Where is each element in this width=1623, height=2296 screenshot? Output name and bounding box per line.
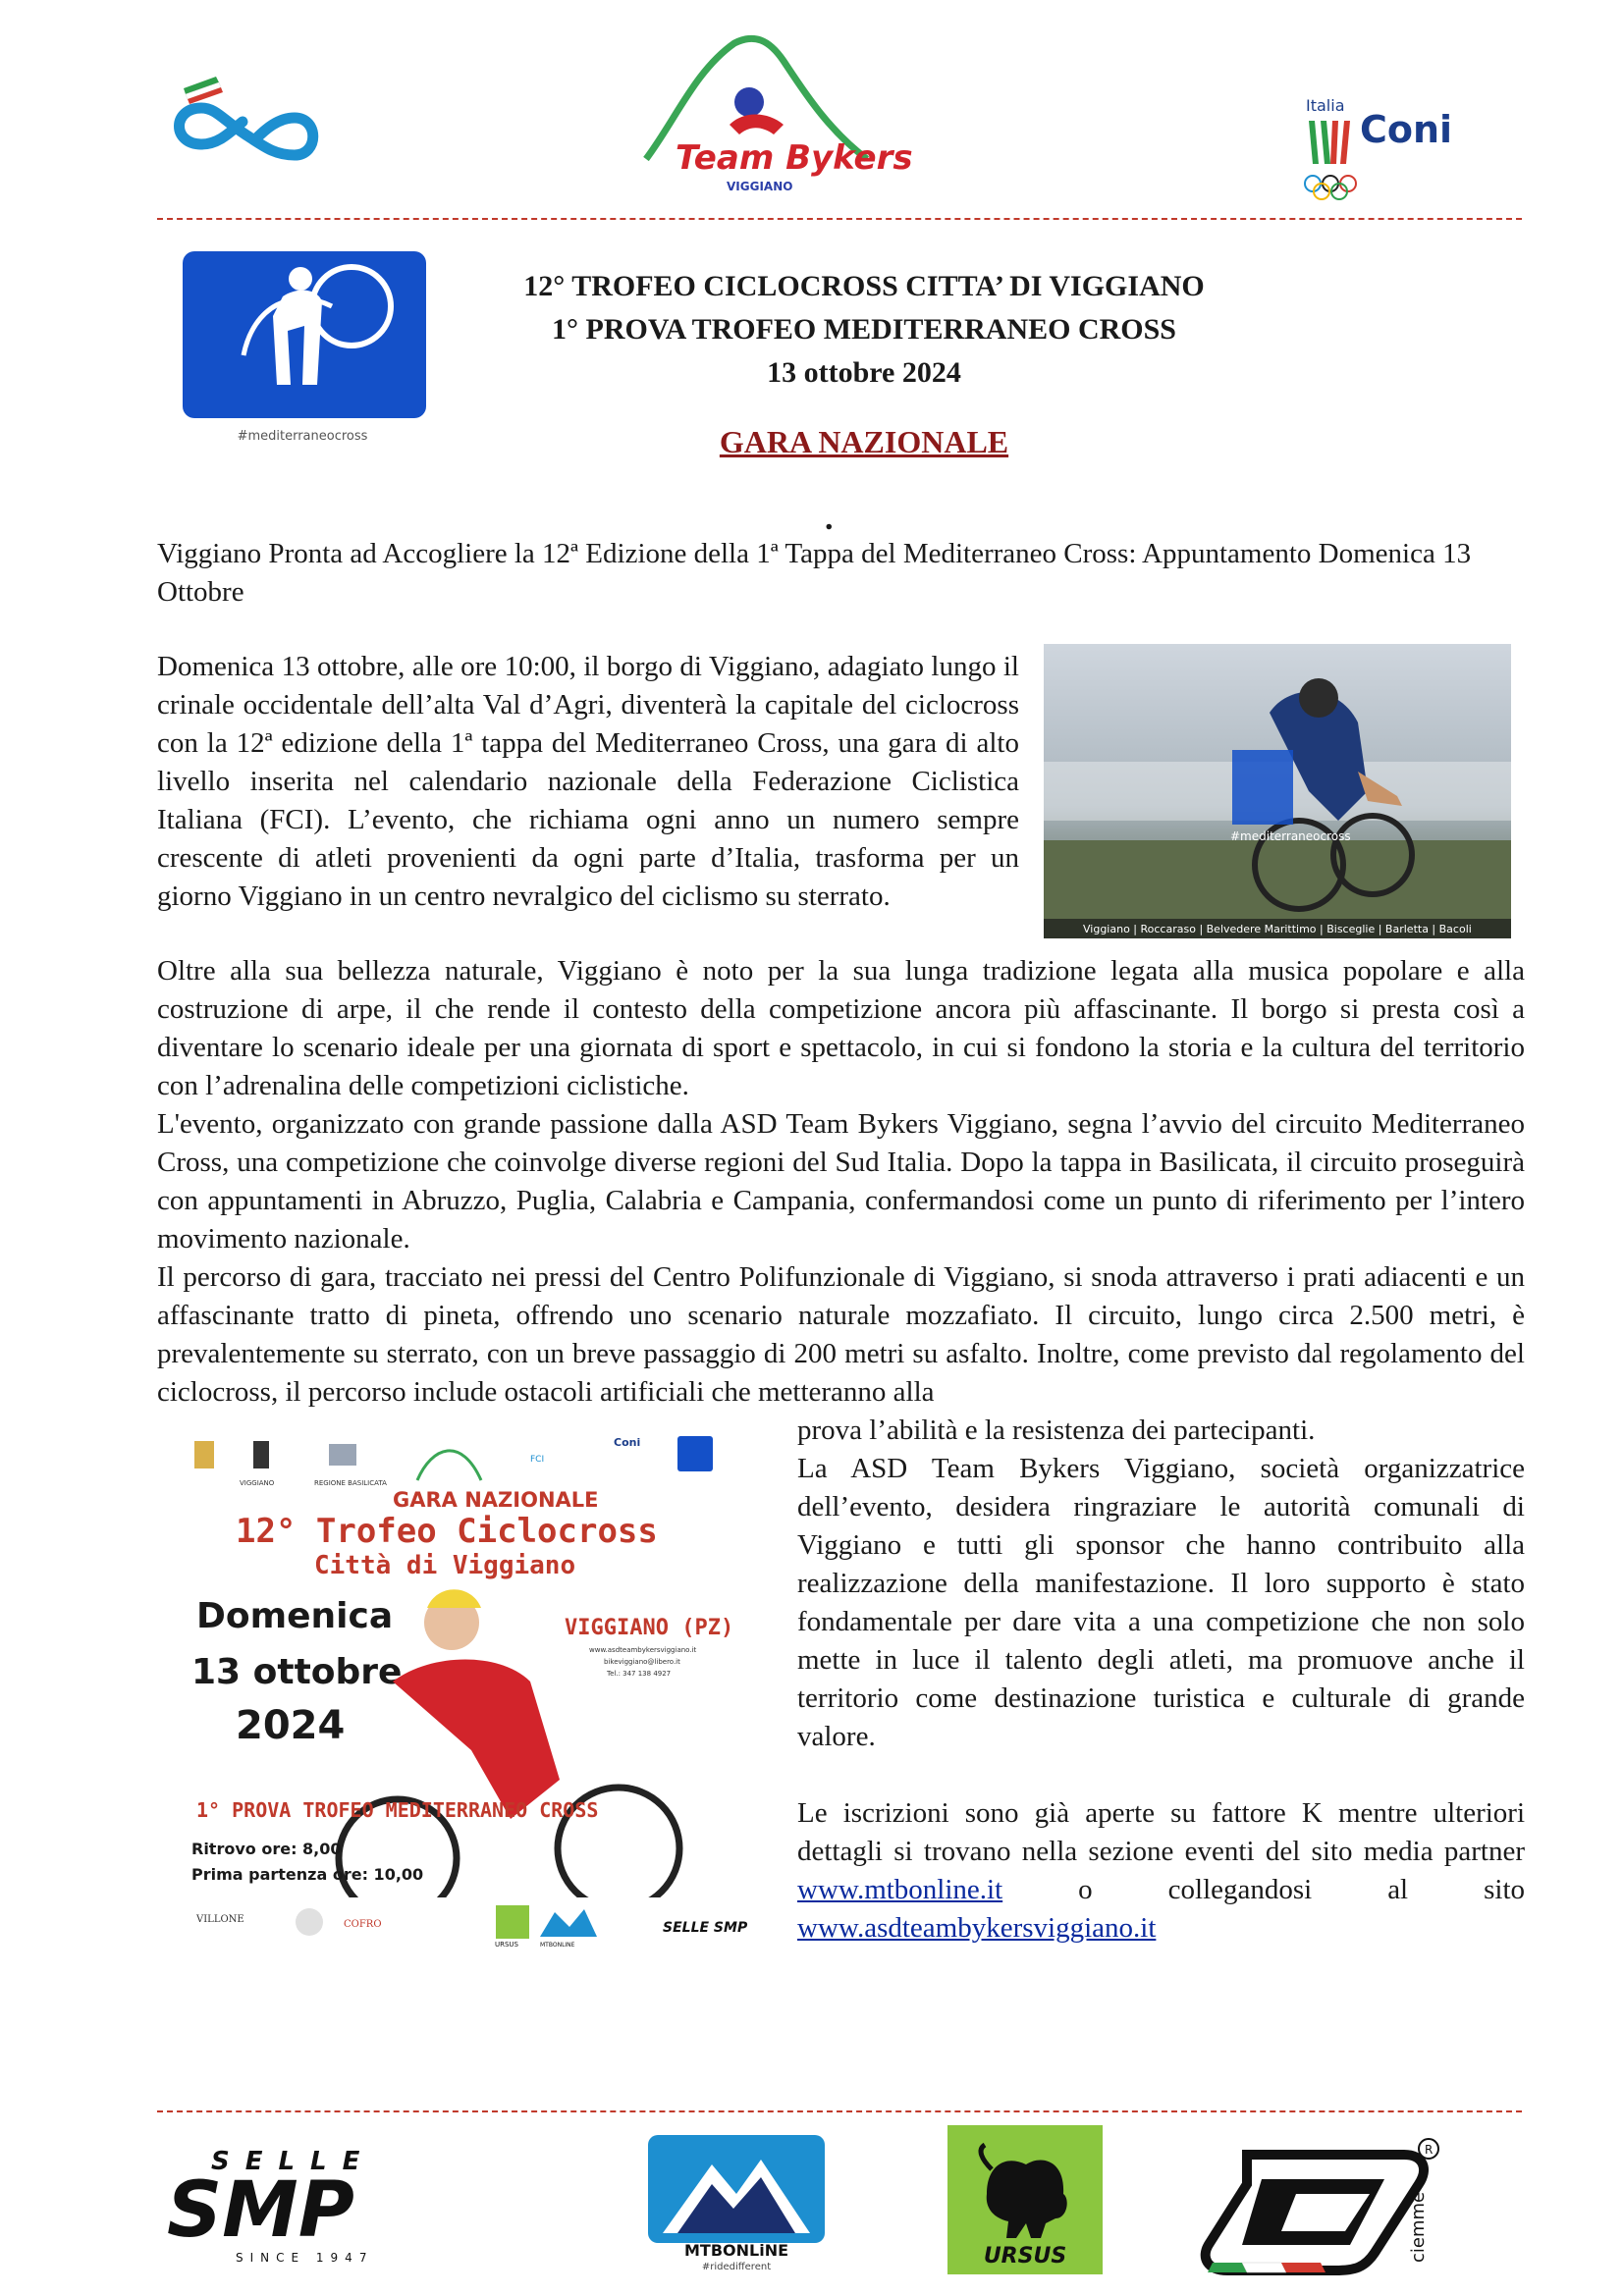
smp-top: SELLE: [211, 2147, 376, 2176]
poster-prova: 1° PROVA TROFEO MEDITERRANEO CROSS: [196, 1798, 599, 1822]
mtbonline-logo: [643, 2130, 830, 2272]
poster-sponsor-3: URSUS: [495, 1941, 518, 1949]
selle-smp-logo: [157, 2140, 491, 2268]
paragraph-5: La ASD Team Bykers Viggiano, società organizzatrice dell’evento, desidera ringraziare le autorità comunali di Viggiano e tutti gli sponsor che hanno contribuito alla realizzazione della manifestazione. Il loro supporto è stato fondamentale per dare vita a una competizione che non solo mette in luce il talento degli atleti, ma promuove anche il territorio come destinazione turistica e culturale di grande valore.: [797, 1453, 1525, 1752]
poster-sponsor-5: SELLE SMP: [663, 1920, 748, 1936]
title-line-1: 12° TROFEO CICLOCROSS CITTA’ DI VIGGIANO: [523, 270, 1205, 302]
cm-name: ciemme: [1408, 2191, 1429, 2263]
mtb-tag: #ridedifferent: [701, 2262, 772, 2272]
title-line-2: 1° PROVA TROFEO MEDITERRANEO CROSS: [552, 313, 1176, 346]
smp-since: SINCE 1947: [236, 2251, 374, 2265]
ursus-text: URSUS: [983, 2244, 1067, 2269]
poster-place: VIGGIANO (PZ): [565, 1616, 734, 1640]
ciemme-logo: [1188, 2135, 1443, 2277]
team-logo-sub: VIGGIANO: [727, 180, 793, 193]
team-bykers-logo: [636, 31, 913, 203]
intro-paragraph: Viggiano Pronta ad Accogliere la 12ª Edizione della 1ª Tappa del Mediterraneo Cross: Appuntamento Domenica 13 Ottobre: [157, 538, 1472, 608]
poster-day: Domenica: [196, 1596, 394, 1636]
paragraph-6: [797, 1794, 1525, 1948]
ursus-logo: [947, 2125, 1103, 2274]
photo-caption: Viggiano | Roccaraso | Belvedere Marittimo | Bisceglie | Barletta | Bacoli: [1083, 923, 1472, 935]
paragraph-4: Il percorso di gara, tracciato nei pressi del Centro Polifunzionale di Viggiano, si snoda attraverso i prati adiacenti e un affascinante tratto di pineta, offrendo uno scenario naturale mozzafiato. Il circuito, lungo circa 2.500 metri, è prevalentemente su sterrato, con un breve passaggio di 200 metri su asfalto. Inoltre, come previsto dal regolamento del ciclocross, il percorso include ostacoli artificiali che metteranno alla: [157, 1261, 1525, 1408]
body-paragraphs: [157, 952, 1525, 1412]
poster-date: 13 ottobre: [191, 1652, 403, 1692]
poster-partenza: Prima partenza ore: 10,00: [191, 1865, 424, 1884]
coni-name: Coni: [1360, 108, 1453, 151]
coni-country: Italia: [1306, 96, 1345, 115]
poster-region: REGIONE BASILICATA: [314, 1479, 387, 1487]
med-logo-caption: #mediterraneocross: [237, 429, 368, 444]
poster-fci: FCI: [530, 1455, 545, 1465]
paragraph-2: Oltre alla sua bellezza naturale, Viggiano è noto per la sua lunga tradizione legata alla musica popolare e alla costruzione di arpe, il che rende il contesto della competizione ancora più affascinante. Il borgo si presta così a diventare lo scenario ideale per una giornata di sport e spettacolo, in cui si fondono la storia e la cultura del territorio con l’adrenalina delle competizioni ciclistiche.: [157, 955, 1525, 1101]
paragraph-6-before: Le iscrizioni sono già aperte su fattore K mentre ulteriori dettagli si trovano nella sezione eventi del sito media partner: [797, 1797, 1525, 1867]
event-title: [432, 265, 1296, 395]
footer-divider: [157, 2110, 1522, 2112]
poster-gara: GARA NAZIONALE: [393, 1488, 599, 1512]
poster-coni: Coni: [614, 1436, 641, 1449]
paragraph-3: L'evento, organizzato con grande passione dalla ASD Team Bykers Viggiano, segna l’avvio del circuito Mediterraneo Cross, una competizione che coinvolge diverse regioni del Sud Italia. Dopo la tappa in Basilicata, il circuito proseguirà con appuntamenti in Abruzzo, Puglia, Calabria e Campania, confermandosi come un punto di riferimento per l’intero movimento nazionale.: [157, 1108, 1525, 1255]
smp-main: SMP: [167, 2166, 354, 2255]
event-poster: [187, 1426, 776, 1947]
poster-phone: Tel.: 347 138 4927: [607, 1670, 672, 1678]
coni-logo: [1301, 93, 1488, 206]
gara-nazionale-heading: GARA NAZIONALE: [719, 424, 1009, 459]
race-photo: [1044, 644, 1511, 938]
teambykers-site-link[interactable]: www.asdteambykersviggiano.it: [797, 1912, 1157, 1944]
team-logo-text: Team Bykers: [676, 138, 913, 178]
poster-sponsor-1: VILLONE: [196, 1914, 244, 1925]
poster-sponsor-2: COFRO: [344, 1919, 382, 1930]
mtb-name: MTBONLiNE: [683, 2241, 789, 2260]
bullet-dot: .: [825, 501, 834, 537]
paragraph-6-middle: o collegandosi al sito: [1078, 1874, 1525, 1905]
mediterraneo-cross-logo: [175, 247, 430, 444]
mtbonline-link[interactable]: www.mtbonline.it: [797, 1874, 1003, 1905]
poster-title-2: Città di Viggiano: [314, 1551, 576, 1580]
poster-sponsor-4: MTBONLINE: [540, 1942, 575, 1949]
paragraph-1: Domenica 13 ottobre, alle ore 10:00, il borgo di Viggiano, adagiato lungo il crinale occidentale dell’alta Val d’Agri, diventerà la capitale del ciclocross con la 12ª edizione della 1ª tappa del Mediterraneo Cross, una gara di alto livello inserita nel calendario nazionale della Federazione Ciclistica Italiana (FCI). L’evento, che richiama ogni anno un numero sempre crescente di atleti provenienti da ogni parte d’Italia, trasforma per un giorno Viggiano in un centro nevralgico del ciclismo su sterrato.: [157, 651, 1019, 912]
header-divider: [157, 218, 1522, 220]
poster-year: 2024: [236, 1703, 346, 1748]
right-column-text: [797, 1412, 1525, 1948]
svg-text:R: R: [1425, 2143, 1434, 2157]
title-line-3: 13 ottobre 2024: [767, 356, 961, 389]
poster-comune: VIGGIANO: [240, 1479, 275, 1487]
paragraph-4-tail: prova l’abilità e la resistenza dei partecipanti.: [797, 1415, 1316, 1446]
poster-title-1: 12° Trofeo Ciclocross: [236, 1512, 658, 1551]
poster-ritrovo: Ritrovo ore: 8,00: [191, 1840, 342, 1858]
fci-logo: [162, 61, 329, 169]
poster-site: www.asdteambykersviggiano.it: [589, 1646, 697, 1654]
poster-email: bikeviggiano@libero.it: [604, 1658, 680, 1666]
photo-watermark: #mediterraneocross: [1230, 829, 1351, 843]
